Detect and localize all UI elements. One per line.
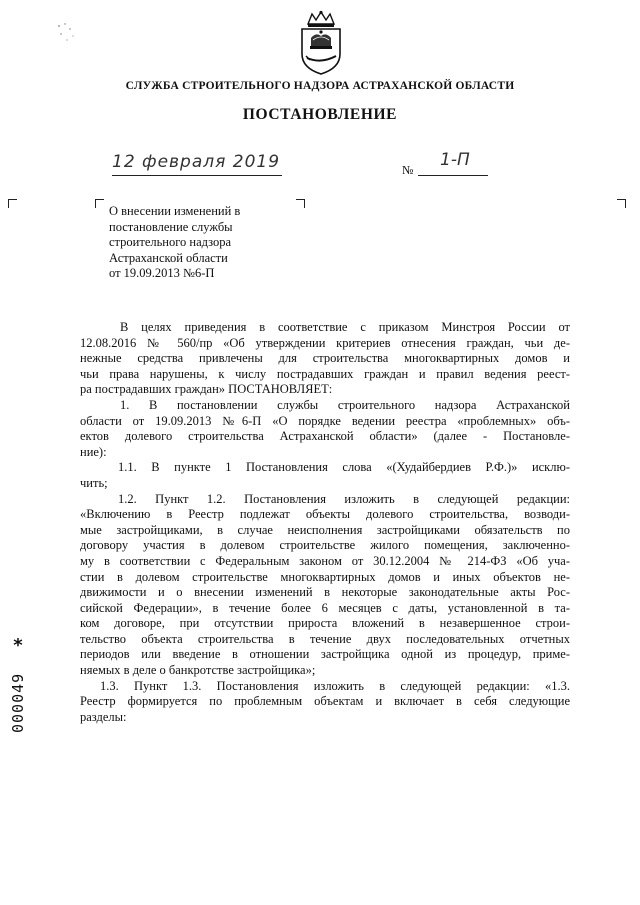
body-line: нежные средства привлечены для строительства многоквартирных домов и <box>80 351 570 366</box>
body-line: мые застройщиками, в случае неисполнения застройщиками обязательств по <box>80 522 570 537</box>
scan-artifact-dots <box>55 22 77 44</box>
coat-of-arms-emblem <box>294 10 348 76</box>
margin-asterisk: * <box>13 637 23 656</box>
document-date-handwritten: 12 февраля 2019 <box>112 152 281 172</box>
corner-mark <box>8 199 17 208</box>
body-line: периодов или введение в отношении застройщика одной из процедур, приме- <box>80 647 570 662</box>
body-line: стии в долевом строительстве многоквартирных домов и иных объектов не- <box>80 569 570 584</box>
body-line: 1.1. В пункте 1 Постановления слова «(Худайбердиев Р.Ф.)» исклю- <box>118 460 570 475</box>
body-line: ком договоре, при отсутствии прироста вложений в незавершенное строи- <box>80 616 570 631</box>
corner-mark <box>296 199 305 208</box>
body-line: му в соответствии с Федеральным законом от 30.12.2004 № 214-ФЗ «Об уча- <box>80 553 570 568</box>
subject-block <box>109 204 240 282</box>
body-line: ра пострадавших граждан» ПОСТАНОВЛЯЕТ: <box>80 382 333 397</box>
subject-line: от 19.09.2013 №6-П <box>109 266 215 281</box>
subject-line: О внесении изменений в <box>109 204 241 218</box>
body-line: чьи права нарушены, к числу пострадавших граждан и правил ведения реест- <box>80 366 570 381</box>
corner-mark <box>95 199 104 208</box>
body-line: 1.2. Пункт 1.2. Постановления изложить в следующей редакции: <box>118 491 570 506</box>
number-label: № <box>402 163 414 177</box>
date-underline <box>112 175 282 176</box>
body-line: «Включению в Реестр подлежат объекты долевого строительства, возводи- <box>80 507 570 522</box>
body-line: области от 19.09.2013 №6-П «О порядке ведении реестра «проблемных» объ- <box>80 413 570 428</box>
body-line: В целях приведения в соответствие с приказом Минстроя России от <box>120 320 570 334</box>
body-line: ектов долевого строительства Астраханской области» (далее - Постановле- <box>80 429 570 444</box>
body-line: движимости и о внесении изменений в некоторые законодательные акты Рос- <box>80 585 570 600</box>
body-line: разделы: <box>80 709 127 724</box>
agency-name: СЛУЖБА СТРОИТЕЛЬНОГО НАДЗОРА АСТРАХАНСКОЙ ОБЛАСТИ <box>125 80 515 92</box>
body-line: няемых в деле о банкротстве застройщика»; <box>80 663 316 678</box>
body-line: 1. В постановлении службы строительного надзора Астраханской <box>120 397 570 412</box>
body-line: тельство объекта строительства в течение двух последовательных отчетных <box>80 631 570 646</box>
body-line: Реестр формируется по проблемным объектам и включает в себя следующие <box>80 694 570 709</box>
subject-line: строительного надзора <box>109 235 232 250</box>
subject-line: Астраханской области <box>109 250 228 265</box>
body-line: ние): <box>80 444 107 459</box>
document-number-handwritten: 1-П <box>440 150 470 170</box>
body-line: чить; <box>80 475 108 490</box>
margin-page-number: 000049 <box>9 672 27 733</box>
margin-page-stamp <box>4 637 34 737</box>
document-body <box>80 320 570 725</box>
body-line: сийской Федерации», в течение более 6 месяцев с даты, установленной в та- <box>80 600 570 615</box>
number-underline <box>418 175 488 176</box>
body-line: 1.3. Пункт 1.3. Постановления изложить в следующей редакции: «1.3. <box>100 678 570 693</box>
subject-line: постановление службы <box>109 219 233 234</box>
body-line: 12.08.2016 № 560/пр «Об утверждении критериев отнесения граждан, чьи де- <box>80 335 570 350</box>
document-type-title: ПОСТАНОВЛЕНИЕ <box>242 106 398 123</box>
corner-mark <box>617 199 626 208</box>
body-line: договору участия в долевом строительстве жилого помещения, заключенно- <box>80 538 570 553</box>
